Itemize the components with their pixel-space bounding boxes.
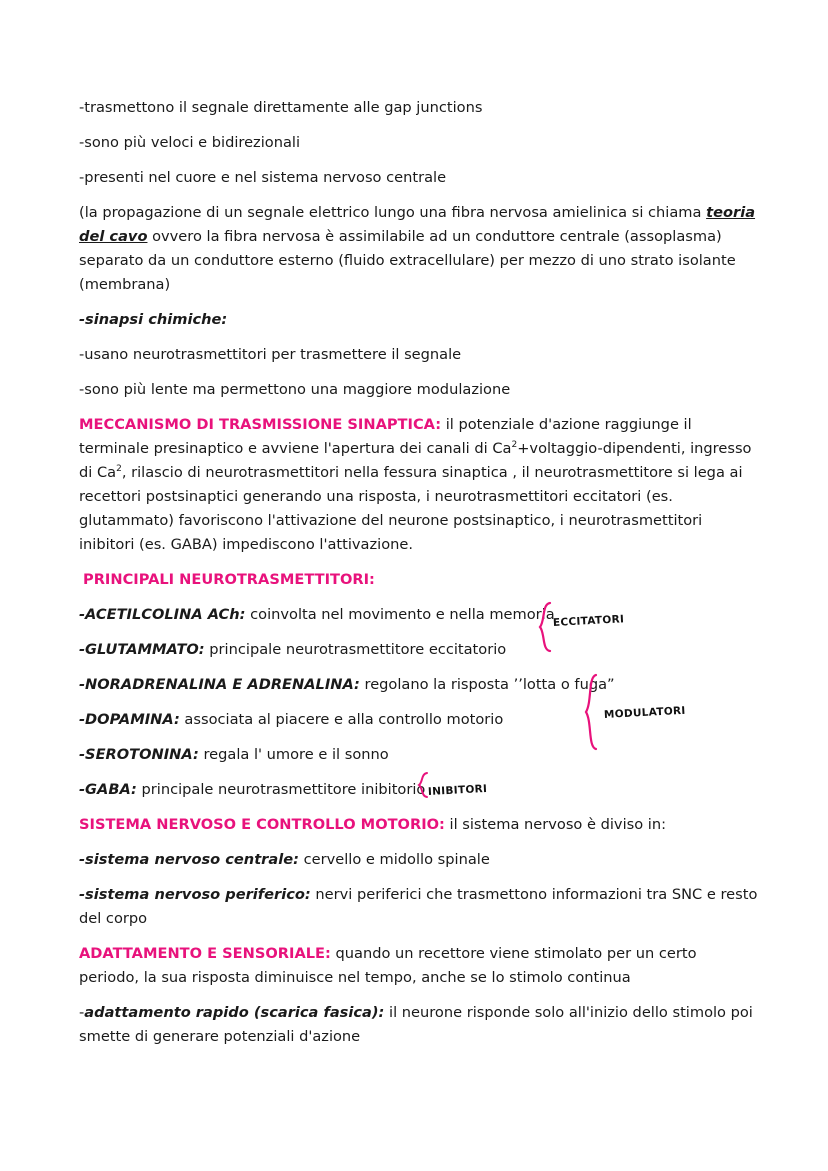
gap-line-3: -presenti nel cuore e nel sistema nervoso centrale xyxy=(79,169,447,186)
adattamento-rapido: -adattamento rapido (scarica fasica): il neurone risponde solo all'inizio dello stimolo poi smette di generare potenziali d'azione xyxy=(79,1004,753,1045)
gap-line-1: -trasmettono il segnale direttamente alle gap junctions xyxy=(79,99,483,116)
document-page xyxy=(79,96,759,1060)
adattamento-heading: ADATTAMENTO E SENSORIALE: xyxy=(79,945,331,962)
nt-item-gaba: -GABA: principale neurotrasmettitore inibitorio xyxy=(79,781,426,798)
nt-item-serotonina: -SEROTONINA: regala l' umore e il sonno xyxy=(79,746,389,763)
nt-item-noradrenalina: -NORADRENALINA E ADRENALINA: regolano la risposta ’’lotta o fuga” xyxy=(79,676,615,693)
cavo-paragraph: (la propagazione di un segnale elettrico lungo una fibra nervosa amielinica si chiama teoria del cavo ovvero la fibra nervosa è assimilabile ad un conduttore centrale (assoplasma) separato da un conduttore esterno (fluido extracellulare) per mezzo di uno strato isolante (membrana) xyxy=(79,204,756,293)
adattamento-paragraph: ADATTAMENTO E SENSORIALE: quando un recettore viene stimolato per un certo periodo, la sua risposta diminuisce nel tempo, anche se lo stimolo continua xyxy=(79,945,697,986)
nt-item-dopamina: -DOPAMINA: associata al piacere e alla controllo motorio xyxy=(79,711,504,728)
principali-heading: PRINCIPALI NEUROTRASMETTITORI: xyxy=(83,571,375,588)
sistema-paragraph: SISTEMA NERVOSO E CONTROLLO MOTORIO: il sistema nervoso è diviso in: xyxy=(79,816,667,833)
note-modulatori: MODULATORI xyxy=(603,704,686,721)
sistema-heading: SISTEMA NERVOSO E CONTROLLO MOTORIO: xyxy=(79,816,445,833)
sistema-periferico: -sistema nervoso periferico: nervi periferici che trasmettono informazioni tra SNC e resto del corpo xyxy=(79,886,758,927)
chimiche-title: -sinapsi chimiche: xyxy=(79,311,228,328)
meccanismo-heading: MECCANISMO DI TRASMISSIONE SINAPTICA: xyxy=(79,416,442,433)
gap-line-2: -sono più veloci e bidirezionali xyxy=(79,134,300,151)
sistema-centrale: -sistema nervoso centrale: cervello e midollo spinale xyxy=(79,851,490,868)
brace-modulatori-icon xyxy=(583,672,599,752)
note-inibitori: INIBITORI xyxy=(427,782,488,798)
nt-item-glutammato: -GLUTAMMATO: principale neurotrasmettitore eccitatorio xyxy=(79,641,507,658)
nt-item-acetilcolina: -ACETILCOLINA ACh: coinvolta nel movimento e nella memoria xyxy=(79,606,555,623)
chimiche-line-2: -sono più lente ma permettono una maggiore modulazione xyxy=(79,381,511,398)
meccanismo-paragraph: MECCANISMO DI TRASMISSIONE SINAPTICA: il potenziale d'azione raggiunge il terminale presinaptico e avviene l'apertura dei canali di $Ca^2+voltaggio$-dipendenti, ingresso di Ca$^2$, rilascio di neurotrasmettitori nella fessura sinaptica , il neurotrasmettitore si lega ai recettori postsinaptici generando una risposta, i neurotrasmettitori eccitatori (es. glutammato) favoriscono l'attivazione del neurone postsinaptico, i neurotrasmettitori inibitori (es. GABA) impediscono l'attivazione. xyxy=(79,416,752,553)
brace-eccitatori-icon xyxy=(538,601,552,653)
chimiche-line-1: -usano neurotrasmettitori per trasmettere il segnale xyxy=(79,346,462,363)
note-eccitatori: ECCITATORI xyxy=(552,613,625,629)
teoria-del-cavo-term: teoria del cavo xyxy=(79,204,756,245)
